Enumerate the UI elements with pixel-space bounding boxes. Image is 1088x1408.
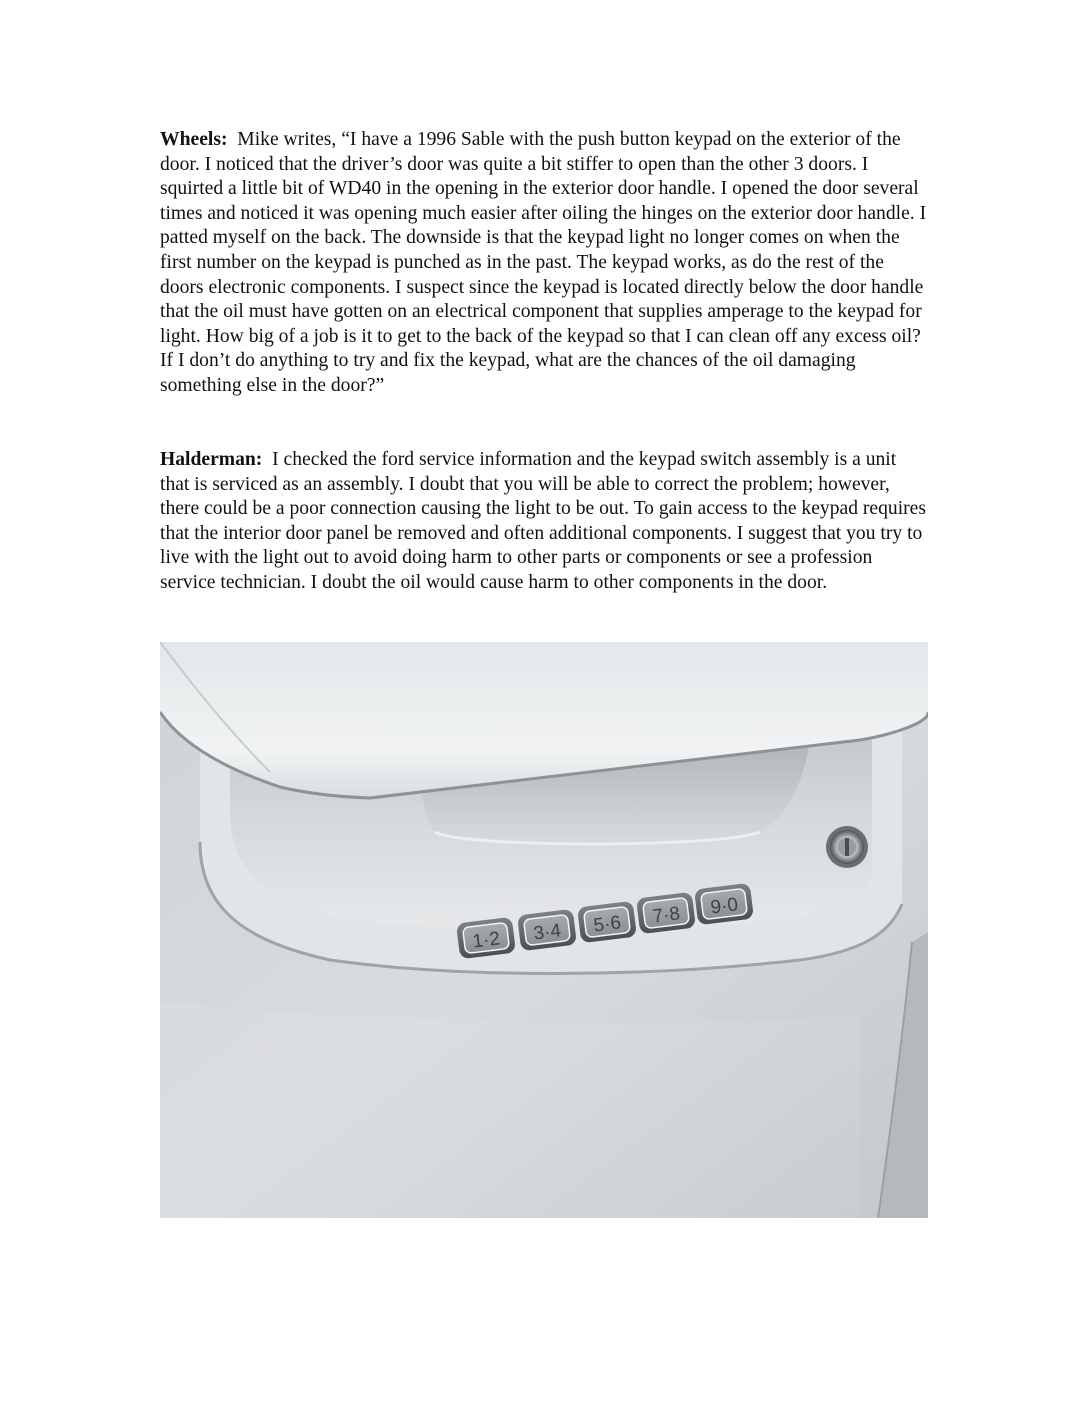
keypad-button-4 bbox=[636, 892, 696, 935]
wheels-question-paragraph bbox=[160, 128, 930, 399]
halderman-answer-paragraph bbox=[160, 448, 930, 596]
keypad-button-5-label: 9·0 bbox=[709, 894, 740, 919]
keypad-button-1-label: 1·2 bbox=[471, 928, 502, 953]
wheels-question-text: Mike writes, “I have a 1996 Sable with the push button keypad on the exterior of the door. I noticed that the driver’s door was quite a bit stiffer to open than the other 3 doors. I squirted a little bit of WD40 in the opening in the exterior door handle. I opened the door several times and noticed it was opening much easier after oiling the hinges on the exterior door handle. I patted myself on the back. The downside is that the keypad light no longer comes on when the first number on the keypad is punched as in the past. The keypad works, as do the rest of the doors electronic components. I suspect since the keypad is located directly below the door handle that the oil must have gotten on an electrical component that supplies amperage to the keypad for light. How big of a job is it to get to the back of the keypad so that I can clean off any excess oil? If I don’t do anything to try and fix the keypad, what are the chances of the oil damaging something else in the door?” bbox=[160, 129, 927, 396]
halderman-answer-text: I checked the ford service information and the keypad switch assembly is a unit that is serviced as an assembly. I doubt that you will be able to correct the problem; however, there could be a poor connection causing the light to be out. To gain access to the keypad requires that the interior door panel be removed and often additional components. I suggest that you try to live with the light out to avoid doing harm to other parts or components or see a profession service technician. I doubt the oil would cause harm to other components in the door. bbox=[160, 449, 926, 593]
halderman-speaker-label: Halderman: bbox=[160, 449, 263, 470]
door-handle-keypad-photo bbox=[160, 642, 928, 1218]
wheels-speaker-label: Wheels: bbox=[160, 129, 228, 150]
keypad-button-4-label: 7·8 bbox=[651, 903, 682, 928]
keypad-button-2 bbox=[517, 909, 577, 952]
keypad-button-5 bbox=[694, 883, 754, 926]
keypad-button-1 bbox=[456, 917, 516, 960]
keypad-button-3 bbox=[577, 901, 637, 944]
keypad-button-2-label: 3·4 bbox=[532, 920, 563, 945]
keypad-button-3-label: 5·6 bbox=[592, 912, 623, 937]
lock-cylinder bbox=[826, 826, 868, 868]
